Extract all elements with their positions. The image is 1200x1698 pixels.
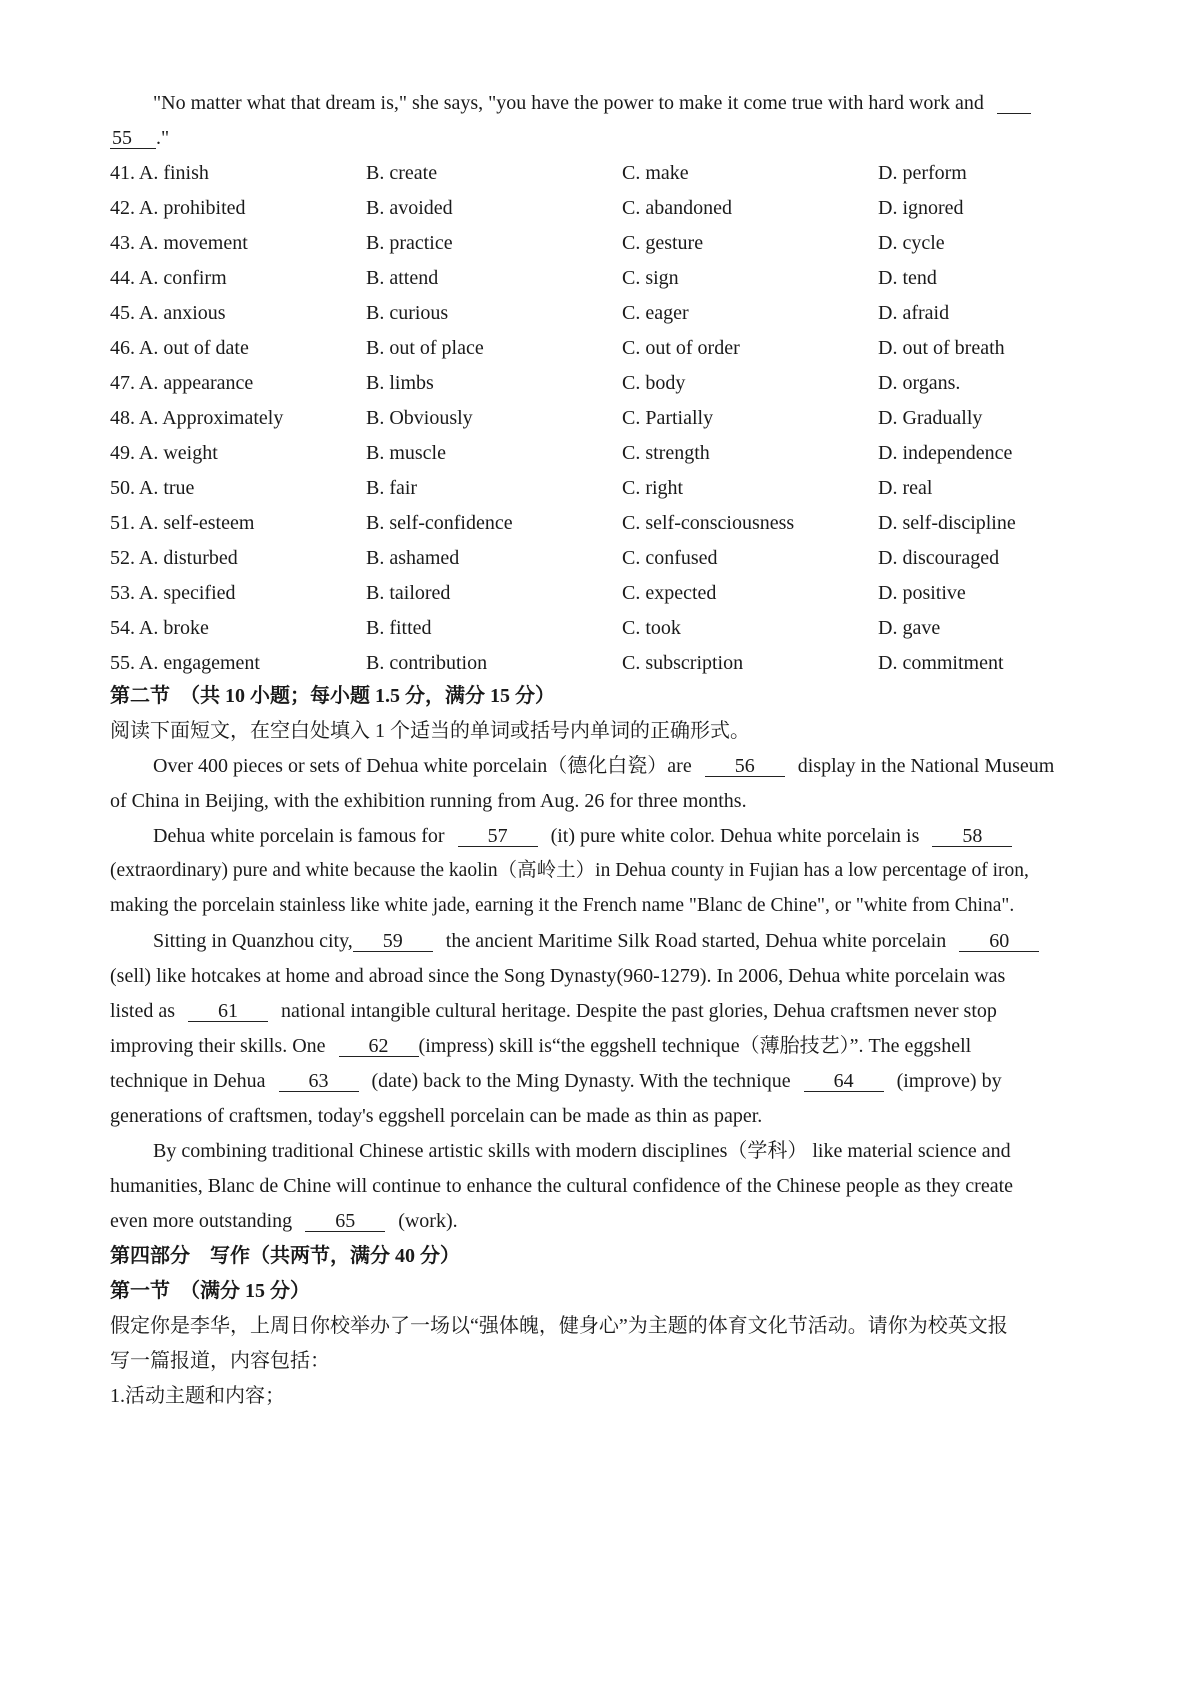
option-a: 45. A. anxious (110, 302, 226, 324)
text: (it) pure white color. Dehua white porcelain is (550, 825, 920, 847)
blank-56: 56 (705, 756, 785, 777)
option-row (110, 616, 1110, 644)
option-c: C. took (622, 617, 681, 639)
option-row (110, 546, 1110, 574)
option-c: C. strength (622, 442, 710, 464)
passage-line-1 (153, 754, 1110, 778)
option-b: B. limbs (366, 372, 434, 394)
text: Over 400 pieces or sets of Dehua white porcelain（德化白瓷）are (153, 755, 692, 777)
option-d: D. real (878, 477, 933, 499)
option-d: D. independence (878, 442, 1013, 464)
option-c: C. abandoned (622, 197, 732, 219)
option-b: B. curious (366, 302, 449, 324)
text: Dehua white porcelain is famous for (153, 825, 445, 847)
option-d: D. discouraged (878, 547, 1000, 569)
text: improving their skills. One (110, 1035, 326, 1057)
option-row (110, 266, 1110, 294)
blank-59: 59 (353, 931, 433, 952)
intro-end: ." (156, 127, 170, 149)
option-row (110, 371, 1110, 399)
passage-line-10 (110, 1069, 1110, 1093)
option-c: C. gesture (622, 232, 704, 254)
option-row (110, 301, 1110, 329)
intro-line-2 (110, 126, 1110, 150)
option-c: C. Partially (622, 407, 714, 429)
option-a: 49. A. weight (110, 442, 218, 464)
section2-heading: 第二节 （共 10 小题；每小题 1.5 分，满分 15 分） (110, 685, 555, 707)
text: national intangible cultural heritage. Despite the past glories, Dehua craftsmen never stop (281, 1000, 997, 1022)
option-c: C. expected (622, 582, 717, 604)
option-row (110, 441, 1110, 469)
option-a: 51. A. self-esteem (110, 512, 255, 534)
option-b: B. fitted (366, 617, 432, 639)
option-a: 55. A. engagement (110, 652, 260, 674)
passage-line-12: By combining traditional Chinese artistic skills with modern disciplines（学科） like material science and (153, 1140, 1011, 1162)
option-a: 43. A. movement (110, 232, 248, 254)
option-c: C. subscription (622, 652, 744, 674)
option-b: B. Obviously (366, 407, 473, 429)
text: (date) back to the Ming Dynasty. With the technique (371, 1070, 791, 1092)
blank-65: 65 (305, 1211, 385, 1232)
blank-61: 61 (188, 1001, 268, 1022)
option-row (110, 231, 1110, 259)
text: display in the National Museum (797, 755, 1055, 777)
passage-line-4: (extraordinary) pure and white because the kaolin（高岭土）in Dehua county in Fujian has a low percentage of iron, (110, 860, 1029, 881)
passage-line-7: (sell) like hotcakes at home and abroad since the Song Dynasty(960-1279). In 2006, Dehua white porcelain was (110, 965, 1006, 987)
passage-line-14 (110, 1209, 1110, 1233)
option-a: 54. A. broke (110, 617, 209, 639)
option-b: B. attend (366, 267, 439, 289)
intro-text: "No matter what that dream is," she says, "you have the power to make it come true with hard work and (153, 92, 984, 114)
blank-64: 64 (804, 1071, 884, 1092)
blank-57: 57 (458, 826, 538, 847)
text: Sitting in Quanzhou city, (153, 930, 353, 952)
option-b: B. fair (366, 477, 418, 499)
part4-prompt-1: 假定你是李华，上周日你校举办了一场以“强体魄，健身心”为主题的体育文化节活动。请你为校英文报 (110, 1315, 1008, 1337)
option-d: D. afraid (878, 302, 950, 324)
option-b: B. avoided (366, 197, 453, 219)
option-c: C. body (622, 372, 686, 394)
option-a: 47. A. appearance (110, 372, 254, 394)
option-row (110, 581, 1110, 609)
blank-63: 63 (279, 1071, 359, 1092)
blank-55: 55 (110, 128, 156, 149)
option-d: D. perform (878, 162, 967, 184)
option-row (110, 336, 1110, 364)
option-a: 50. A. true (110, 477, 195, 499)
option-b: B. muscle (366, 442, 446, 464)
option-d: D. commitment (878, 652, 1004, 674)
part4-heading: 第四部分 写作（共两节，满分 40 分） (110, 1245, 460, 1267)
option-row (110, 406, 1110, 434)
intro-line-1 (153, 91, 1110, 115)
option-c: C. confused (622, 547, 718, 569)
option-d: D. organs. (878, 372, 961, 394)
option-c: C. right (622, 477, 684, 499)
option-c: C. make (622, 162, 689, 184)
option-row (110, 511, 1110, 539)
passage-line-2: of China in Beijing, with the exhibition running from Aug. 26 for three months. (110, 790, 747, 812)
option-c: C. out of order (622, 337, 740, 359)
option-a: 52. A. disturbed (110, 547, 238, 569)
option-a: 46. A. out of date (110, 337, 249, 359)
passage-line-9 (110, 1034, 1110, 1058)
blank-line (997, 93, 1031, 114)
text: (impress) skill is“the eggshell technique（薄胎技艺）”. The eggshell (418, 1035, 972, 1057)
passage-line-11: generations of craftsmen, today's eggshell porcelain can be made as thin as paper. (110, 1105, 763, 1127)
passage-line-6 (153, 929, 1110, 953)
text: (improve) by (896, 1070, 1002, 1092)
option-d: D. self-discipline (878, 512, 1016, 534)
text: listed as (110, 1000, 175, 1022)
option-d: D. positive (878, 582, 966, 604)
passage-line-3 (153, 824, 1110, 848)
option-a: 53. A. specified (110, 582, 236, 604)
option-b: B. create (366, 162, 438, 184)
part4-prompt-2: 写一篇报道，内容包括： (110, 1350, 330, 1372)
option-b: B. out of place (366, 337, 484, 359)
part4-subheading: 第一节 （满分 15 分） (110, 1280, 310, 1302)
option-a: 41. A. finish (110, 162, 209, 184)
option-c: C. sign (622, 267, 679, 289)
option-d: D. ignored (878, 197, 964, 219)
option-a: 44. A. confirm (110, 267, 227, 289)
option-a: 42. A. prohibited (110, 197, 246, 219)
part4-item-1: 1.活动主题和内容； (110, 1385, 285, 1407)
option-d: D. tend (878, 267, 937, 289)
option-row (110, 196, 1110, 224)
text: even more outstanding (110, 1210, 293, 1232)
option-a: 48. A. Approximately (110, 407, 284, 429)
option-b: B. tailored (366, 582, 451, 604)
option-b: B. self-confidence (366, 512, 513, 534)
text: (work). (398, 1210, 458, 1232)
option-c: C. eager (622, 302, 689, 324)
option-row (110, 476, 1110, 504)
option-c: C. self-consciousness (622, 512, 795, 534)
option-d: D. cycle (878, 232, 945, 254)
blank-60: 60 (959, 931, 1039, 952)
blank-58: 58 (932, 826, 1012, 847)
option-row (110, 161, 1110, 189)
passage-line-8 (110, 999, 1110, 1023)
option-d: D. out of breath (878, 337, 1005, 359)
option-d: D. Gradually (878, 407, 983, 429)
section2-instruction: 阅读下面短文，在空白处填入 1 个适当的单词或括号内单词的正确形式。 (110, 720, 750, 742)
passage-line-13: humanities, Blanc de Chine will continue to enhance the cultural confidence of the Chinese people as they create (110, 1175, 1014, 1197)
option-b: B. contribution (366, 652, 488, 674)
option-row (110, 651, 1110, 679)
option-b: B. ashamed (366, 547, 460, 569)
passage-line-5: making the porcelain stainless like white jade, earning it the French name "Blanc de Chine", or "white from China". (110, 895, 1015, 916)
text: the ancient Maritime Silk Road started, Dehua white porcelain (445, 930, 947, 952)
option-d: D. gave (878, 617, 941, 639)
blank-62: 62 (339, 1036, 419, 1057)
text: technique in Dehua (110, 1070, 266, 1092)
option-b: B. practice (366, 232, 453, 254)
